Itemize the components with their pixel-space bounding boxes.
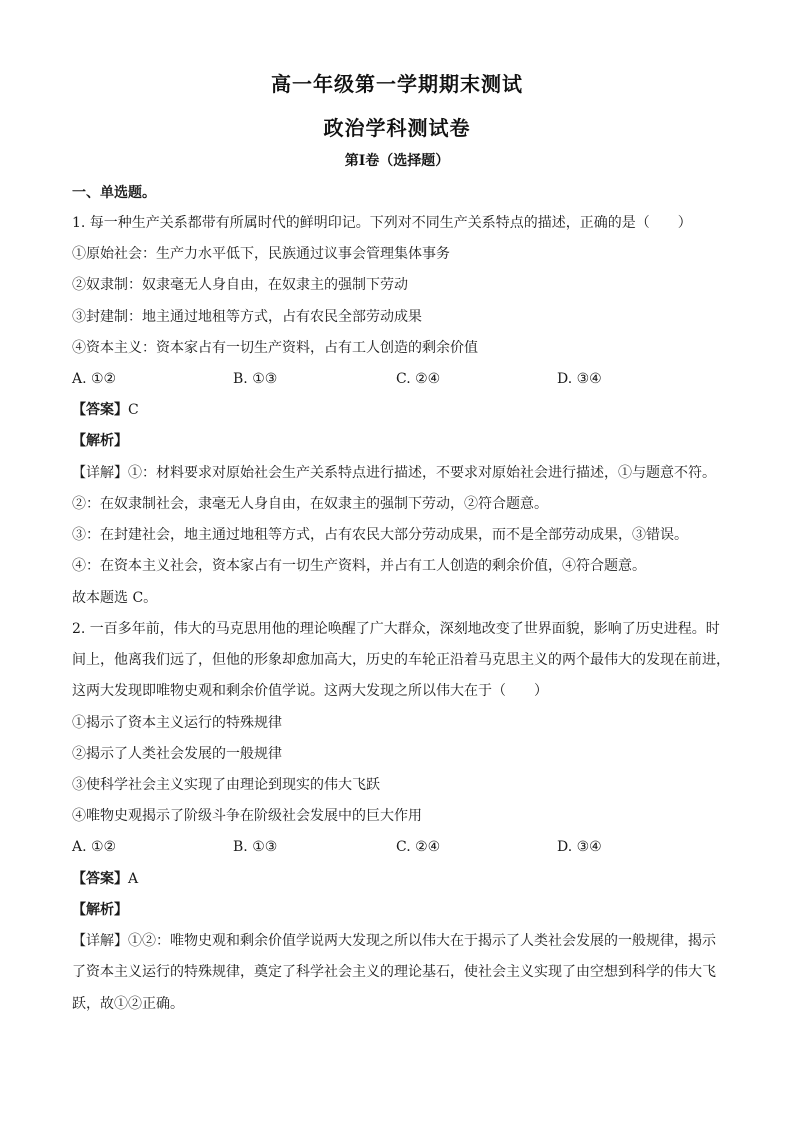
exam-subtitle: 政治学科测试卷 bbox=[323, 116, 471, 140]
q1-option-b: B. ①③ bbox=[233, 371, 278, 387]
exam-title: 高一年级第一学期期末测试 bbox=[271, 72, 523, 96]
q1-detail-2: ②：在奴隶制社会，隶毫无人身自由，在奴隶主的强制下劳动，②符合题意。 bbox=[72, 496, 548, 512]
q2-option-b: B. ①③ bbox=[233, 839, 278, 855]
q1-item-2: ②奴隶制：奴隶毫无人身自由，在奴隶主的强制下劳动 bbox=[72, 277, 408, 293]
q1-answer bbox=[72, 401, 139, 419]
q2-item-2: ②揭示了人类社会发展的一般规律 bbox=[72, 746, 282, 762]
q1-option-a: A. ①② bbox=[72, 371, 117, 387]
q1-detail-5: 故本题选 C。 bbox=[72, 590, 158, 606]
q2-stem-2: 间上，他离我们远了，但他的形象却愈加高大，历史的车轮正沿着马克思主义的两个最伟大的发现在前进， bbox=[72, 652, 730, 668]
q2-option-d: D. ③④ bbox=[557, 839, 602, 855]
q2-answer-label: 【答案】 bbox=[72, 871, 128, 887]
section-heading: 一、单选题。 bbox=[72, 185, 156, 201]
q1-detail-1: 【详解】①：材料要求对原始社会生产关系特点进行描述，不要求对原始社会进行描述，①与题意不符。 bbox=[72, 465, 716, 481]
q1-item-4: ④资本主义：资本家占有一切生产资料，占有工人创造的剩余价值 bbox=[72, 340, 478, 356]
q1-detail-4: ④：在资本主义社会，资本家占有一切生产资料，并占有工人创造的剩余价值，④符合题意。 bbox=[72, 558, 646, 574]
q2-option-c: C. ②④ bbox=[396, 839, 441, 855]
q2-stem-3: 这两大发现即唯物史观和剩余价值学说。这两大发现之所以伟大在于（ ） bbox=[72, 683, 548, 699]
q1-analysis-label: 【解析】 bbox=[72, 433, 128, 449]
q1-item-3: ③封建制：地主通过地租等方式，占有农民全部劳动成果 bbox=[72, 309, 422, 325]
q2-item-3: ③使科学社会主义实现了由理论到现实的伟大飞跃 bbox=[72, 777, 380, 793]
q2-analysis-label: 【解析】 bbox=[72, 902, 128, 918]
q1-answer-value: C bbox=[128, 402, 139, 418]
q1-stem: 1. 每一种生产关系都带有所属时代的鲜明印记。下列对不同生产关系特点的描述，正确的是（ ） bbox=[72, 215, 692, 231]
q1-answer-label: 【答案】 bbox=[72, 402, 128, 418]
q1-option-d: D. ③④ bbox=[557, 371, 602, 387]
q2-item-1: ①揭示了资本主义运行的特殊规律 bbox=[72, 715, 282, 731]
q2-answer bbox=[72, 870, 138, 888]
q1-option-c: C. ②④ bbox=[396, 371, 441, 387]
q2-detail-2: 了资本主义运行的特殊规律，奠定了科学社会主义的理论基石，使社会主义实现了由空想到科学的伟大飞 bbox=[72, 964, 716, 980]
q1-item-1: ①原始社会：生产力水平低下，民族通过议事会管理集体事务 bbox=[72, 246, 450, 262]
q2-detail-3: 跃，故①②正确。 bbox=[72, 996, 184, 1012]
q2-answer-value: A bbox=[128, 871, 139, 887]
volume-heading: 第Ⅰ卷（选择题） bbox=[344, 153, 450, 169]
q2-item-4: ④唯物史观揭示了阶级斗争在阶级社会发展中的巨大作用 bbox=[72, 808, 422, 824]
q2-option-a: A. ①② bbox=[72, 839, 117, 855]
q2-detail-1: 【详解】①②：唯物史观和剩余价值学说两大发现之所以伟大在于揭示了人类社会发展的一般规律，揭示 bbox=[72, 933, 716, 949]
q1-detail-3: ③：在封建社会，地主通过地租等方式，占有农民大部分劳动成果，而不是全部劳动成果，③错误。 bbox=[72, 527, 688, 543]
q2-stem-1: 2. 一百多年前，伟大的马克思用他的理论唤醒了广大群众，深刻地改变了世界面貌，影响了历史进程。时 bbox=[72, 621, 720, 637]
